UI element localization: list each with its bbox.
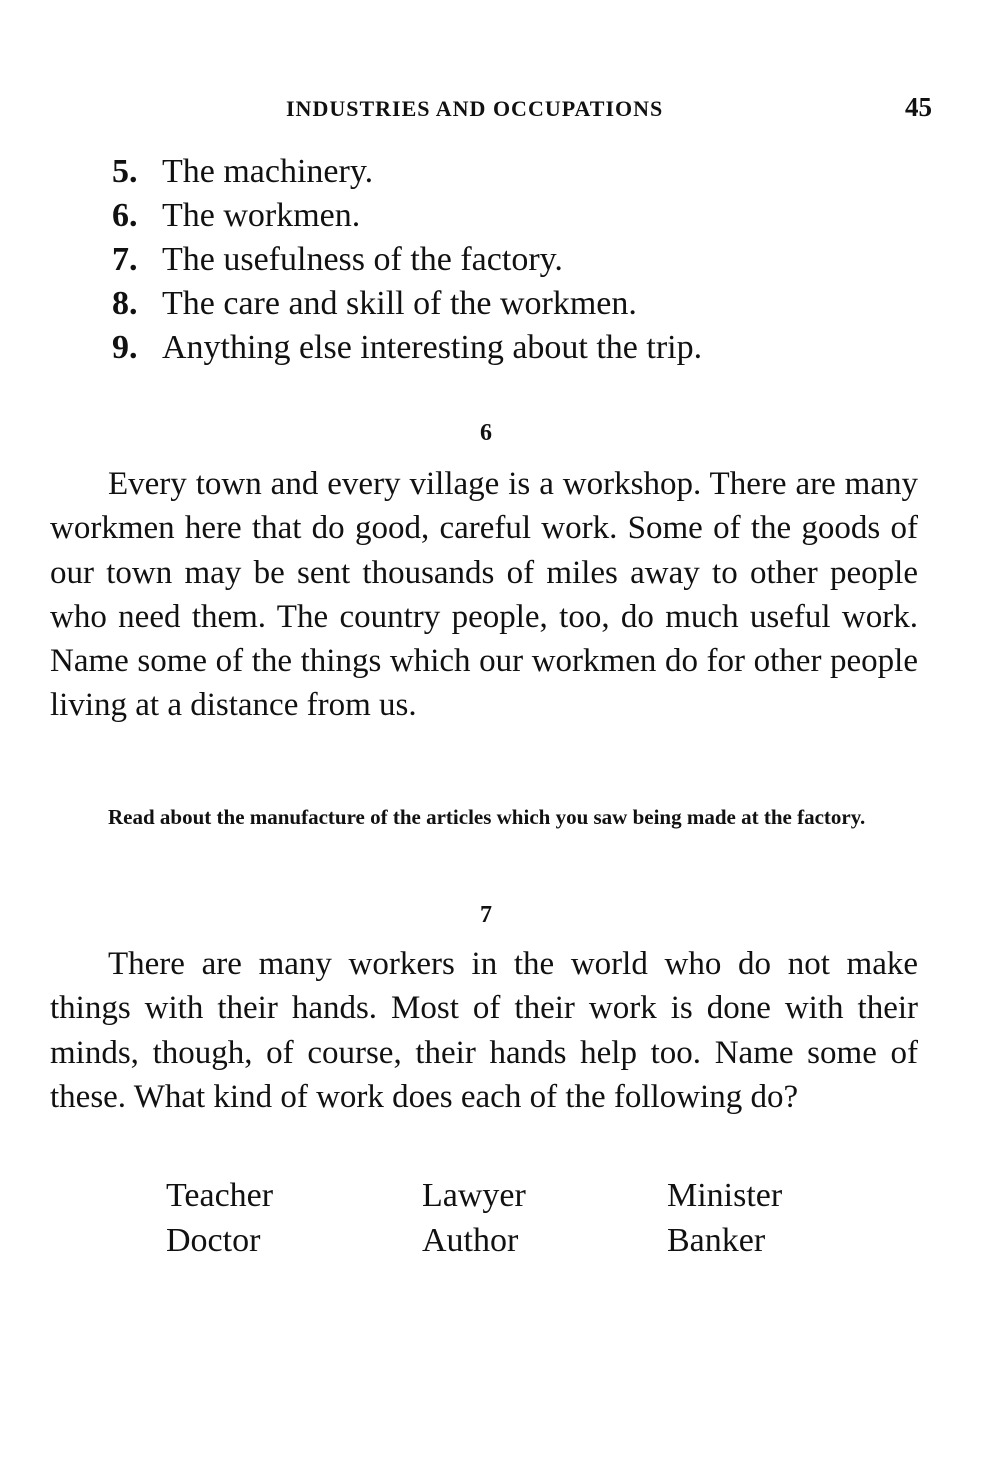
section-7-heading: 7 (480, 902, 492, 928)
running-head (0, 92, 1000, 126)
list-item-text: The usefulness of the factory. (162, 241, 563, 278)
list-item-text: The care and skill of the workmen. (162, 285, 637, 322)
occupation-author: Author (422, 1222, 519, 1259)
section-7-paragraph: There are many workers in the world who do not make things with their hands. Most of their work is done with their minds, though, of course, their hands help too. Name some of these. What kind of work does each of the following do? (50, 946, 918, 1115)
list-item-number: 7. (112, 241, 138, 278)
list-item-number: 5. (112, 153, 138, 190)
list-item-text: The machinery. (162, 153, 374, 190)
list-item (112, 150, 702, 194)
running-title: INDUSTRIES AND OCCUPATIONS (286, 96, 664, 121)
occupations-table (166, 1174, 866, 1262)
numbered-list (112, 150, 702, 370)
occupation-teacher: Teacher (166, 1177, 274, 1214)
list-item (112, 326, 702, 370)
list-item (112, 238, 702, 282)
list-item (112, 194, 702, 238)
occupation-banker: Banker (667, 1222, 766, 1259)
section-6-heading: 6 (480, 420, 492, 446)
occupation-minister: Minister (667, 1177, 783, 1214)
list-item-text: Anything else interesting about the trip. (162, 329, 703, 366)
occupation-lawyer: Lawyer (422, 1177, 526, 1214)
list-item-text: The workmen. (162, 197, 361, 234)
occupation-doctor: Doctor (166, 1222, 261, 1259)
section-6-paragraph: Every town and every village is a workshop. There are many workmen here that do good, careful work. Some of the goods of our town may be sent thousands of miles away to other people who need them. The country people, too, do much useful work. Name some of the things which our workmen do for other people living at a distance from us. (50, 466, 918, 724)
list-item-number: 8. (112, 285, 138, 322)
section-6-note: Read about the manufacture of the articles which you saw being made at the factory. (108, 805, 866, 829)
list-item-number: 9. (112, 329, 138, 366)
list-item (112, 282, 702, 326)
page-number: 45 (905, 92, 932, 122)
list-item-number: 6. (112, 197, 138, 234)
